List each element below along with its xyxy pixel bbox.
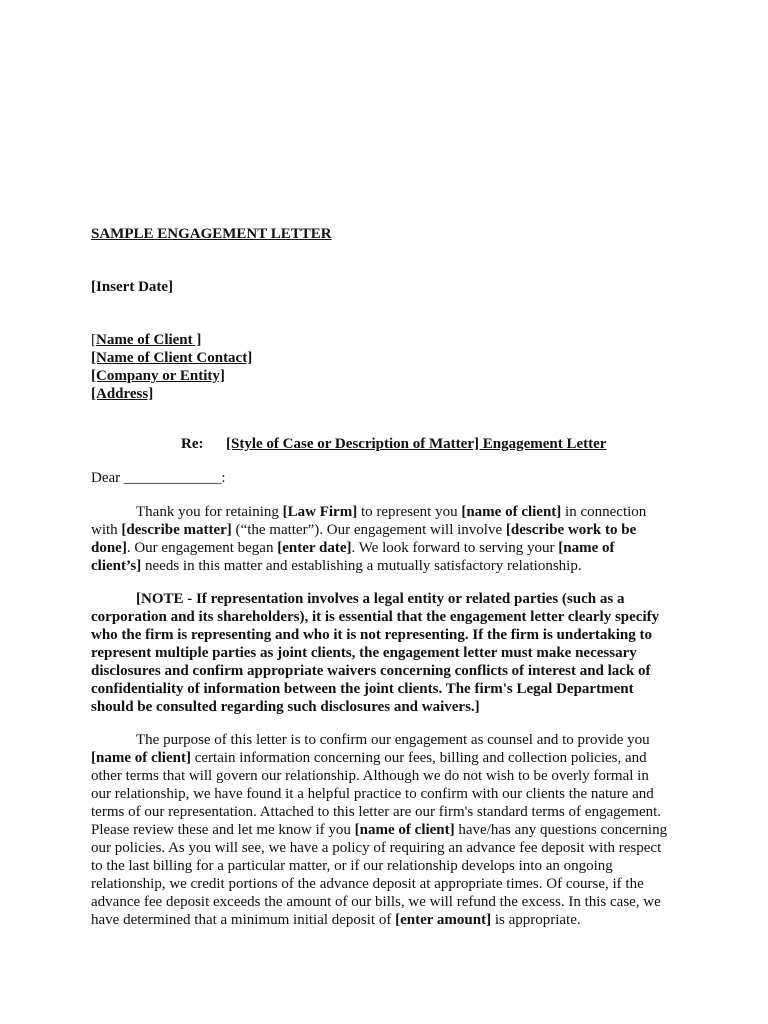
client-name-bracket: [ [91,332,96,348]
note-line [91,590,666,608]
paragraph-line: other terms that will govern our relationship. Although we do not wish to be overly formal in [91,768,649,784]
address-block [91,331,252,403]
text-run: (“the matter”). Our engagement will involve [231,522,506,538]
placeholder-client-name: [name of client] [461,504,562,520]
note-line: disclosures and confirm appropriate waivers concerning conflicts of interest and lack of [91,663,651,679]
placeholder-enter-amount: [enter amount] [395,912,492,928]
re-line [181,436,606,453]
paragraph-purpose [91,731,666,929]
paragraph-line [91,731,666,749]
text-run: have determined that a minimum initial deposit of [91,912,396,928]
paragraph-line [91,521,666,539]
paragraph-line: relationship, we credit portions of the advance deposit at appropriate times. Of course, if the [91,876,644,892]
text-run: is appropriate. [491,912,581,928]
text-run: [NOTE - If representation involves a legal entity or related parties (such as a [136,591,625,607]
salutation: Dear _____________: [91,470,226,486]
document-title: SAMPLE ENGAGEMENT LETTER [91,226,332,242]
paragraph-line [91,911,666,929]
paragraph-note [91,590,666,716]
placeholder-client-name: [name of client] [91,750,191,766]
text-run: Please review these and let me know if you [91,822,355,838]
placeholder-describe-matter: [describe matter] [121,522,232,538]
paragraph-intro [91,503,666,575]
date-placeholder: [Insert Date] [91,279,174,295]
paragraph-line: advance fee deposit exceeds the amount of our bills, we will refund the excess. In this case, we [91,894,661,910]
paragraph-line: our policies. As you will see, we have a policy of requiring an advance fee deposit with respect [91,840,662,856]
note-line: represent multiple parties as joint clients, the engagement letter must make necessary [91,645,637,661]
paragraph-line: terms of our representation. Attached to this letter are our firm's standard terms of engagement. [91,804,662,820]
note-line: confidentiality of information between the joint clients. The firm's Legal Department [91,681,634,697]
paragraph-line [91,821,666,839]
text-run: have/has any questions concerning [454,822,668,838]
note-line: corporation and its shareholders), it is essential that the engagement letter clearly specify [91,609,660,625]
text-run: The purpose of this letter is to confirm our engagement as counsel and to provide you [136,732,650,748]
note-line: who the firm is representing and who it is not representing. If the firm is undertaking to [91,627,652,643]
text-run: with [91,522,122,538]
client-contact: [Name of Client Contact] [91,350,253,366]
text-run: certain information concerning our fees, billing and collection policies, and [190,750,647,766]
placeholder-client-possessive-end: client’s] [91,558,142,574]
text-run: in connection [561,504,647,520]
text-run: Thank you for retaining [136,504,283,520]
text-run: to represent you [357,504,462,520]
placeholder-client-name: [name of client] [354,822,455,838]
client-name-line [91,331,252,349]
re-label: Re: [181,436,204,452]
text-run: . We look forward to serving your [351,540,559,556]
paragraph-line [91,539,666,557]
placeholder-describe-work-end: done] [91,540,127,556]
paragraph-line: to the last billing for a particular matter, or if our relationship develops into an ongoing [91,858,613,874]
paragraph-line: our relationship, we have found it a helpful practice to confirm with our clients the nature and [91,786,654,802]
placeholder-enter-date: [enter date] [277,540,352,556]
address-line: [Address] [91,386,154,402]
client-name: Name of Client ] [96,332,202,348]
paragraph-line [91,557,666,575]
text-run: . Our engagement began [126,540,278,556]
company-entity: [Company or Entity] [91,368,225,384]
placeholder-describe-work: [describe work to be [505,522,637,538]
re-subject: [Style of Case or Description of Matter] Engagement Letter [226,436,607,452]
note-line: should be consulted regarding such disclosures and waivers.] [91,699,480,715]
text-run: needs in this matter and establishing a mutually satisfactory relationship. [141,558,582,574]
paragraph-line [91,503,666,521]
placeholder-law-firm: [Law Firm] [282,504,358,520]
placeholder-client-possessive: [name of [558,540,615,556]
paragraph-line [91,749,666,767]
